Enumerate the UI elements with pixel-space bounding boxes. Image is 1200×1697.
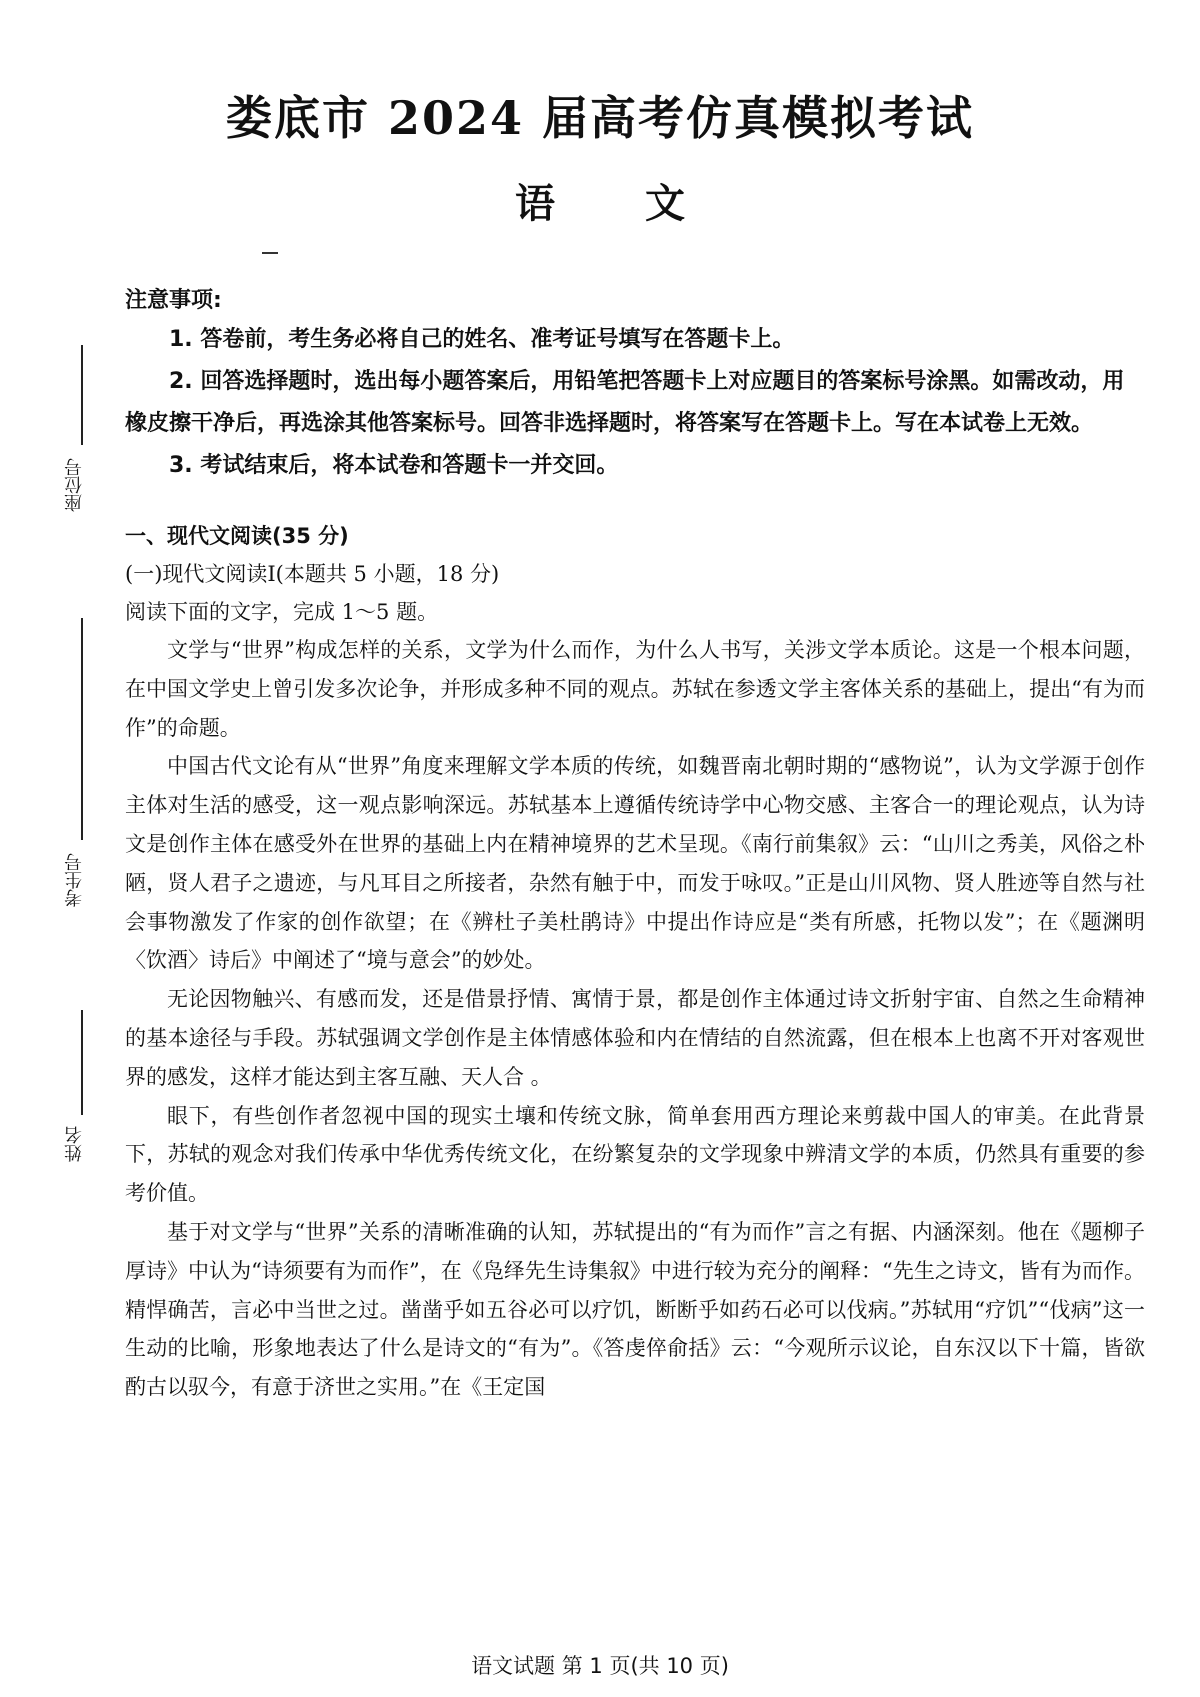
name-label: 姓名	[64, 1126, 85, 1162]
passage-paragraph-3: 无论因物触兴、有感而发，还是借景抒情、寓情于景，都是创作主体通过诗文折射宇宙、自然之生命精神的基本途径与手段。苏轼强调文学创作是主体情感体验和内在情结的自然流露，但在根本上也离不开对客观世界的感发，这样才能达到主客互融、天人合 。	[125, 987, 1145, 1089]
seat-number-field	[62, 345, 102, 525]
exam-content	[125, 283, 1145, 1407]
notice-item-2: 2. 回答选择题时，选出每小题答案后，用铅笔把答题卡上对应题目的答案标号涂黑。如需改动，用橡皮擦干净后，再选涂其他答案标号。回答非选择题时，将答案写在答题卡上。写在本试卷上无效。	[125, 369, 1125, 436]
seat-number-line	[81, 345, 83, 445]
section-subtitle: (一)现代文阅读Ⅰ(本题共 5 小题，18 分)	[125, 562, 500, 586]
exam-title: 娄底市 2024 届高考仿真模拟考试	[225, 91, 975, 145]
passage-paragraph-5: 基于对文学与“世界”关系的清晰准确的认知，苏轼提出的“有为而作”言之有据、内涵深刻。他在《题柳子厚诗》中认为“诗须要有为而作”，在《凫绎先生诗集叙》中进行较为充分的阐释：“先生之诗文，皆有为而作。精悍确苦，言必中当世之过。凿凿乎如五谷必可以疗饥，断断乎如药石必可以伐病。”苏轼用“疗饥”“伐病”这一生动的比喻，形象地表达了什么是诗文的“有为”。《答虔倅俞括》云：“今观所示议论，自东汉以下十篇，皆欲酌古以驭今，有意于济世之实用。”在《王定国	[125, 1219, 1145, 1400]
stray-mark	[262, 252, 278, 254]
subject-title: 语文	[515, 180, 775, 227]
exam-number-field	[62, 618, 102, 918]
exam-number-line	[81, 618, 83, 840]
name-line	[81, 1010, 83, 1115]
exam-number-label: 考生号	[64, 853, 85, 908]
passage-paragraph-2: 中国古代文论有从“世界”角度来理解文学本质的传统，如魏晋南北朝时期的“感物说”，认为文学源于创作主体对生活的感受，这一观点影响深远。苏轼基本上遵循传统诗学中心物交感、主客合一的理论观点，认为诗文是创作主体在感受外在世界的基础上内在精神境界的艺术呈现。《南行前集叙》云：“山川之秀美，风俗之朴陋，贤人君子之遗迹，与凡耳目之所接者，杂然有触于中，而发于咏叹。”正是山川风物、贤人胜迹等自然与社会事物激发了作家的创作欲望；在《辨杜子美杜鹃诗》中提出作诗应是“类有所感，托物以发”；在《题渊明〈饮酒〉诗后》中阐述了“境与意会”的妙处。	[125, 754, 1145, 973]
notice-item-3: 3. 考试结束后，将本试卷和答题卡一并交回。	[169, 453, 619, 478]
passage-paragraph-4: 眼下，有些创作者忽视中国的现实土壤和传统文脉，简单套用西方理论来剪裁中国人的审美。在此背景下，苏轼的观念对我们传承中华优秀传统文化，在纷繁复杂的文学现象中辨清文学的本质，仍然具有重要的参考价值。	[125, 1103, 1145, 1206]
passage-paragraph-1: 文学与“世界”构成怎样的关系，文学为什么而作，为什么人书写，关涉文学本质论。这是一个根本问题，在中国文学史上曾引发多次论争，并形成多种不同的观点。苏轼在参透文学主客体关系的基础上，提出“有为而作”的命题。	[125, 638, 1145, 740]
section-instruction: 阅读下面的文字，完成 1～5 题。	[125, 600, 439, 624]
name-field	[62, 1010, 102, 1170]
notice-item-1: 1. 答卷前，考生务必将自己的姓名、准考证号填写在答题卡上。	[169, 327, 795, 352]
notice-heading: 注意事项:	[125, 288, 222, 313]
seat-number-label: 座位号	[64, 458, 85, 512]
section-title: 一、现代文阅读(35 分)	[125, 524, 349, 548]
page-footer: 语文试题 第 1 页(共 10 页)	[471, 1654, 729, 1678]
